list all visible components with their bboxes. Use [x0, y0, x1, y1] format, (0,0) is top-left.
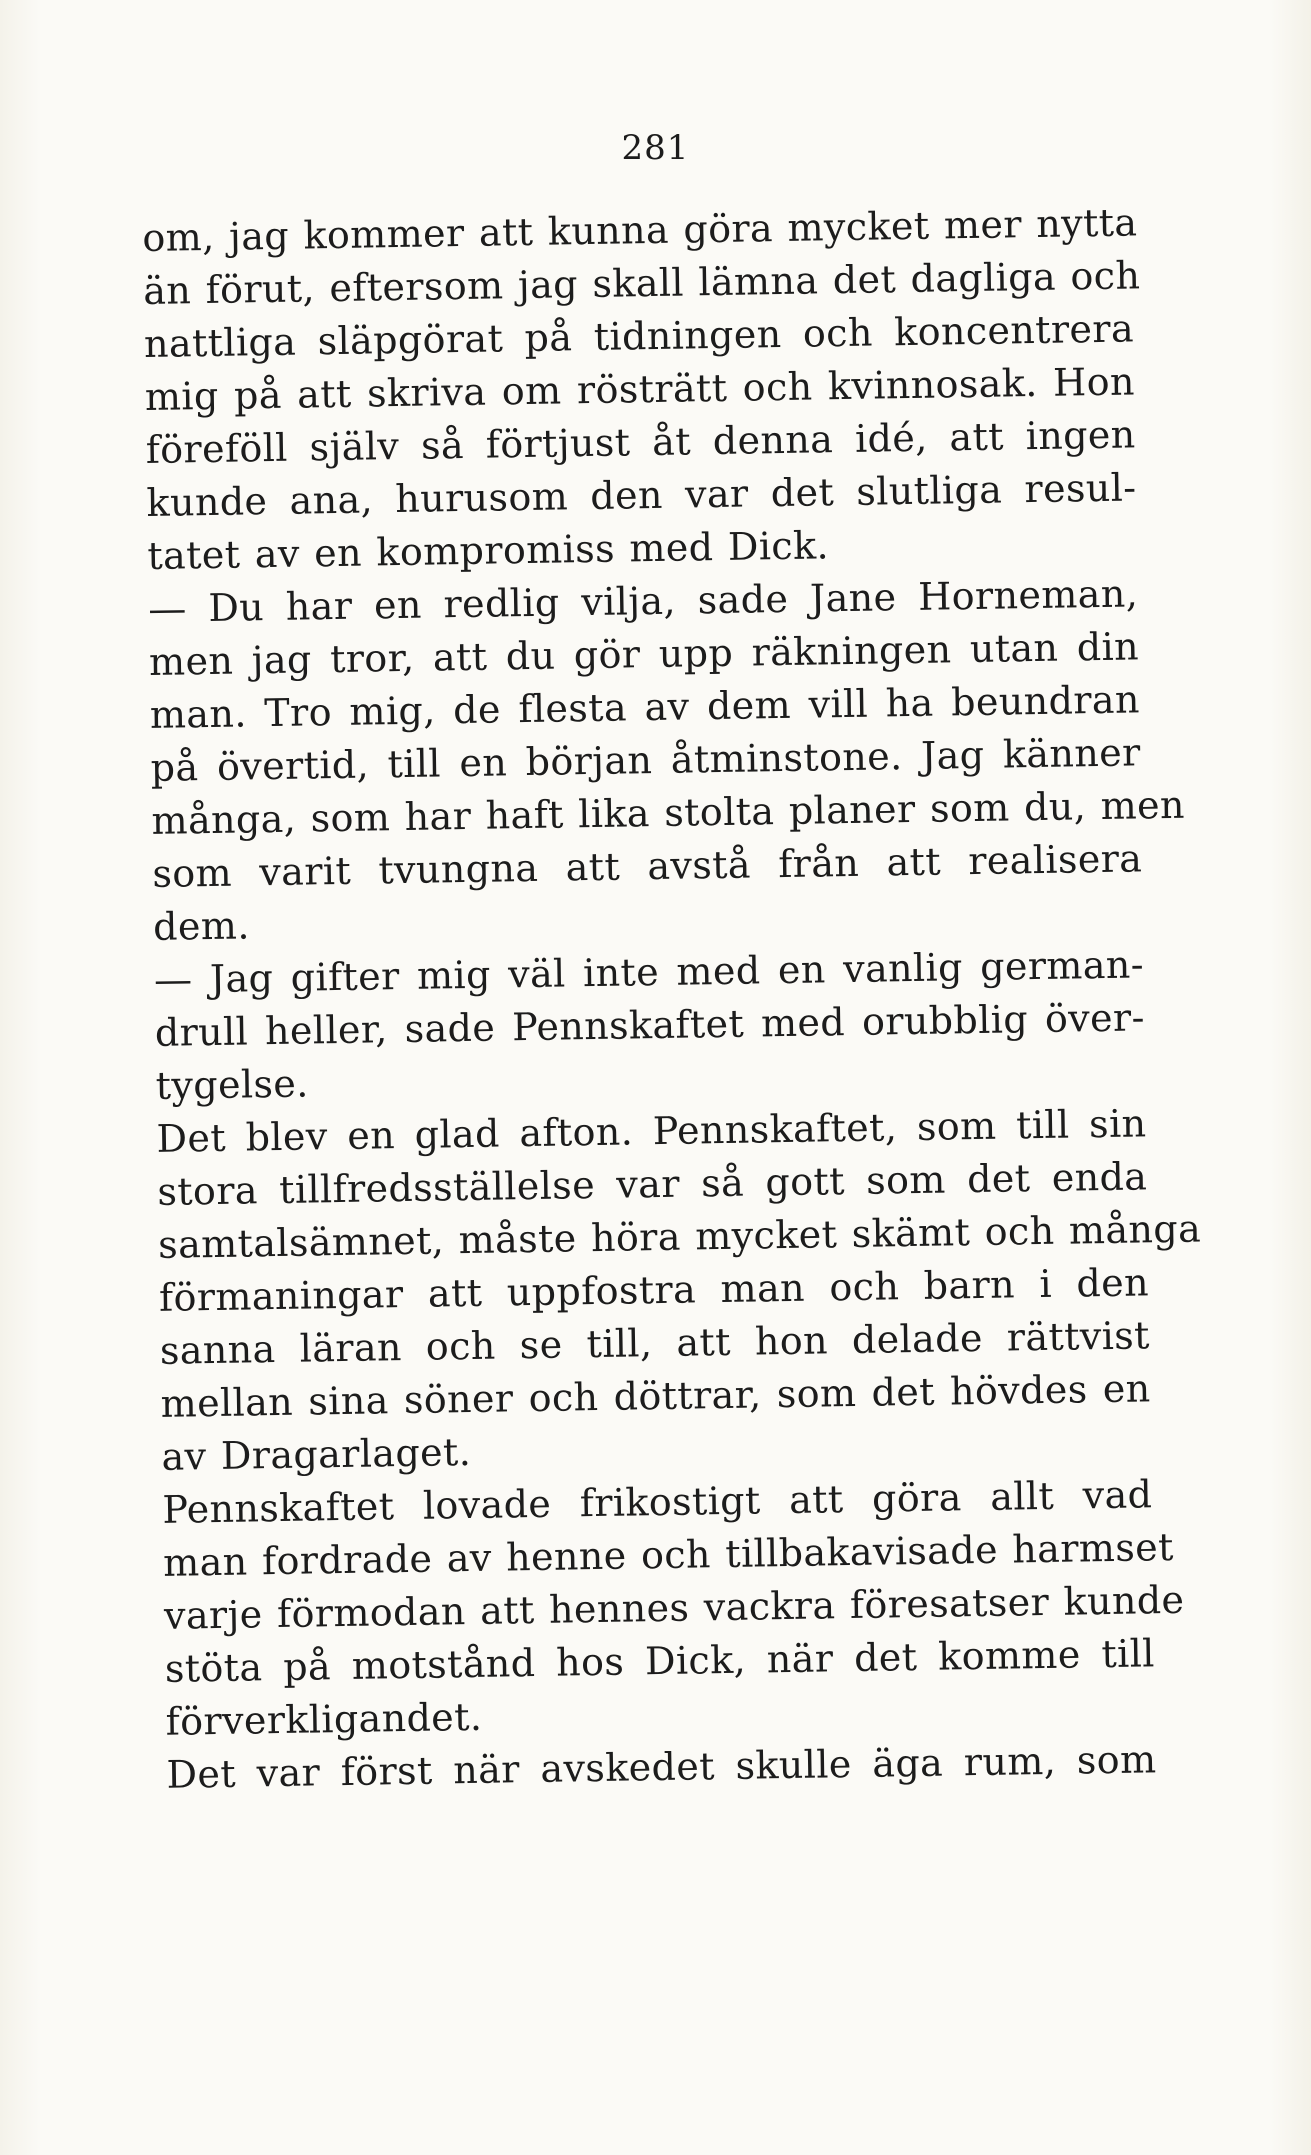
text-line: mellan sina söner och döttrar, som det hövdes en	[160, 1366, 1151, 1426]
text-line: föreföll själv så förtjust åt denna idé, att ingen	[145, 412, 1136, 472]
text-line: drull heller, sade Pennskaftet med orubblig över-	[154, 995, 1146, 1055]
text-line: varje förmodan att hennes vackra föresatser kunde	[163, 1577, 1185, 1638]
text-line: nattliga släpgörat på tidningen och koncentrera	[143, 306, 1135, 366]
text-line: tatet av en kompromiss med Dick.	[147, 523, 830, 578]
text-line: kunde ana, hurusom den var det slutliga resul-	[146, 465, 1137, 525]
text-line: än förut, eftersom jag skall lämna det dagliga och	[142, 253, 1141, 313]
text-line: — Jag gifter mig väl inte med en vanlig german-	[153, 942, 1145, 1002]
text-line: Det var först när avskedet skulle äga rum, som	[166, 1737, 1157, 1797]
text-line: samtalsämnet, måste höra mycket skämt och många	[157, 1206, 1202, 1267]
text-line: — Du har en redlig vilja, sade Jane Horneman,	[147, 571, 1139, 631]
text-line: förmaningar att uppfostra man och barn i den	[158, 1260, 1150, 1320]
body-text	[142, 196, 1202, 1801]
text-line: Det blev en glad afton. Pennskaftet, som till sin	[156, 1101, 1147, 1161]
text-line: stöta på motstånd hos Dick, när det komme till	[164, 1631, 1156, 1691]
text-line: av Dragarlaget.	[161, 1429, 472, 1479]
text-line: om, jag kommer att kunna göra mycket mer nytta	[142, 200, 1138, 260]
text-line: stora tillfredsställelse var så gott som det enda	[157, 1154, 1148, 1214]
text-line: Pennskaftet lovade frikostigt att göra allt vad	[162, 1472, 1153, 1532]
text-line: men jag tror, att du gör upp räkningen utan din	[148, 624, 1140, 684]
text-line: på övertid, till en början åtminstone. Jag känner	[150, 730, 1141, 790]
text-line: förverkligandet.	[165, 1694, 483, 1744]
text-line: många, som har haft lika stolta planer som du, men	[151, 782, 1186, 843]
text-line: sanna läran och se till, att hon delade rättvist	[159, 1313, 1151, 1373]
text-line: man fordrade av henne och tillbakavisade harmset	[162, 1524, 1175, 1585]
page-number: 281	[621, 128, 690, 168]
text-line: mig på att skriva om rösträtt och kvinnosak. Hon	[144, 359, 1136, 419]
text-line: dem.	[152, 903, 251, 949]
text-line: som varit tvungna att avstå från att realisera	[152, 836, 1143, 896]
text-line: tygelse.	[155, 1061, 310, 1108]
text-line: man. Tro mig, de flesta av dem vill ha beundran	[149, 677, 1141, 737]
